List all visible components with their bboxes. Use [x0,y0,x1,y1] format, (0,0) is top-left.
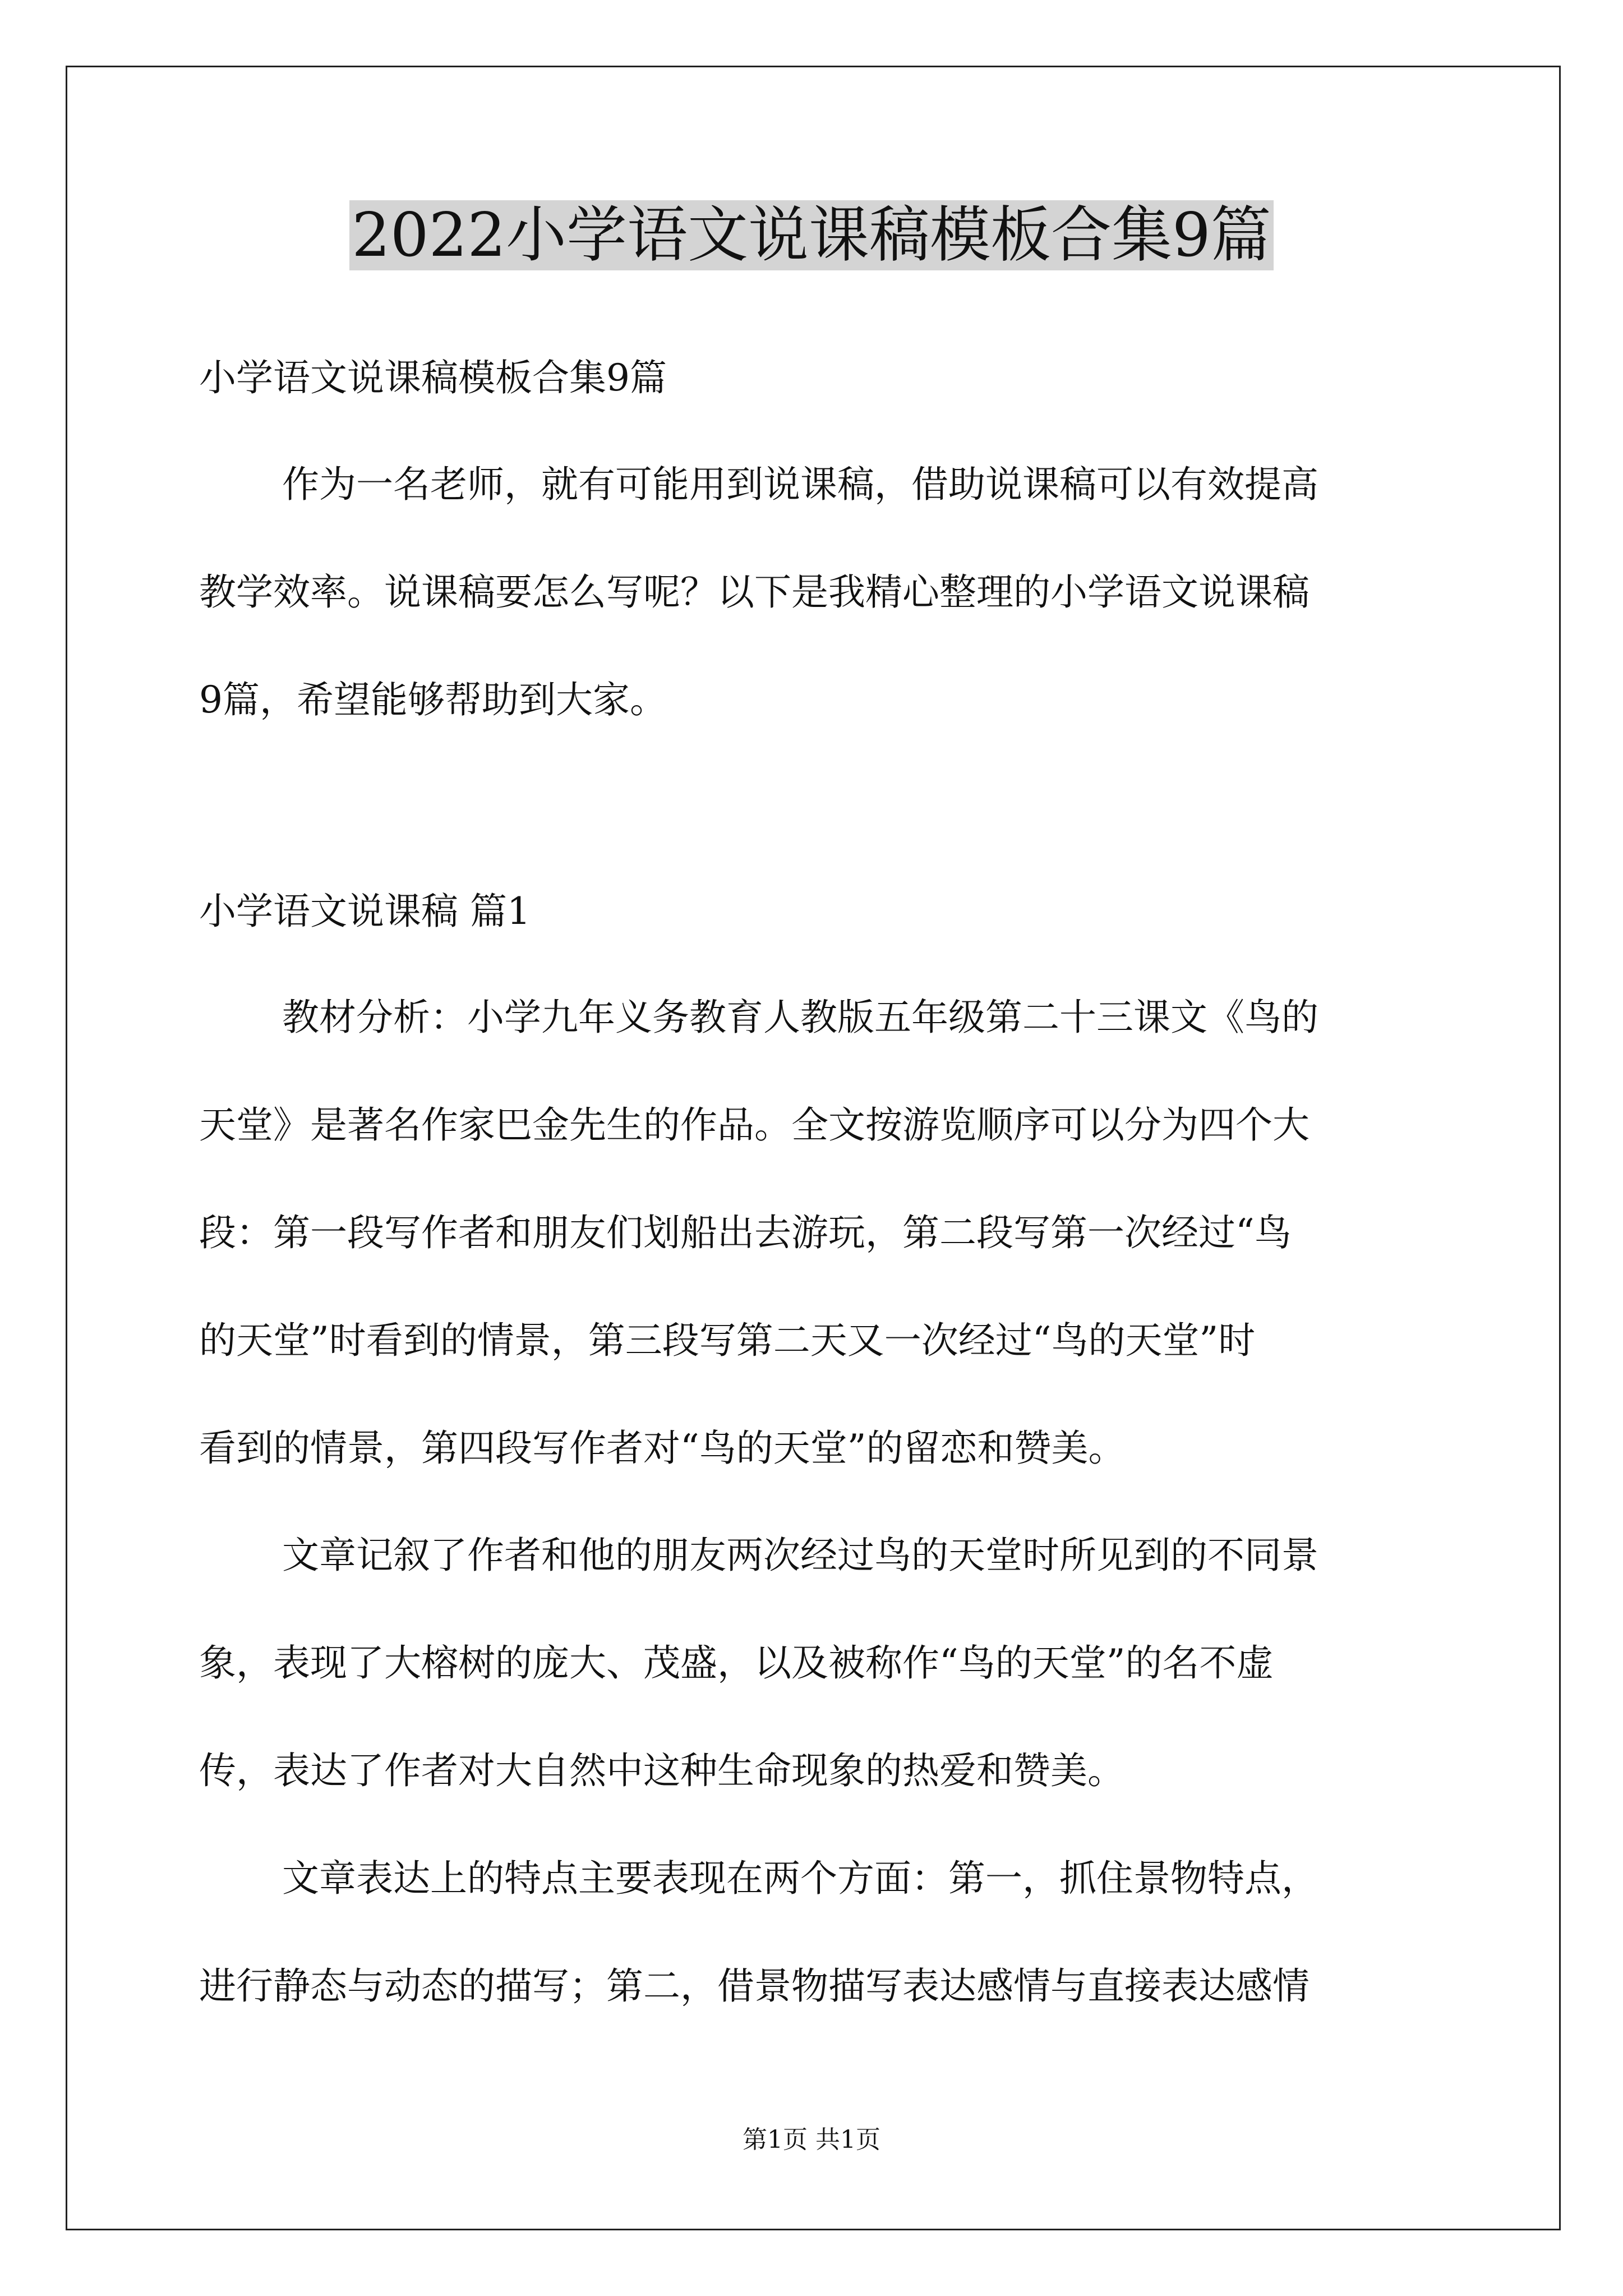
section-line-5: 看到的情景，第四段写作者对“鸟的天堂”的留恋和赞美。 [199,1427,1126,1470]
section-line-8: 传，表达了作者对大自然中这种生命现象的热爱和赞美。 [199,1749,1124,1792]
intro-line-1: 作为一名老师，就有可能用到说课稿，借助说课稿可以有效提高 [282,463,1318,506]
section-line-7: 象，表现了大榕树的庞大、茂盛，以及被称作“鸟的天堂”的名不虚 [199,1641,1274,1685]
section-heading: 小学语文说课稿 篇1 [199,890,531,933]
intro-line-3: 9篇，希望能够帮助到大家。 [199,678,667,721]
section-line-3: 段：第一段写作者和朋友们划船出去游玩，第二段写第一次经过“鸟 [199,1211,1292,1254]
section-line-2: 天堂》是著名作家巴金先生的作品。全文按游览顺序可以分为四个大 [199,1103,1310,1147]
document-title [0,196,1623,275]
section-line-4: 的天堂”时看到的情景，第三段写第二天又一次经过“鸟的天堂”时 [199,1319,1256,1362]
section-line-9: 文章表达上的特点主要表现在两个方面：第一，抓住景物特点， [282,1857,1318,1900]
section-line-1: 教材分析：小学九年义务教育人教版五年级第二十三课文《鸟的 [282,996,1318,1039]
section-line-10: 进行静态与动态的描写；第二，借景物描写表达感情与直接表达感情 [199,1964,1310,2008]
intro-line-2: 教学效率。说课稿要怎么写呢？以下是我精心整理的小学语文说课稿 [199,570,1310,614]
page-footer: 第1页 共1页 [743,2125,880,2154]
document-subtitle: 小学语文说课稿模板合集9篇 [199,356,667,399]
document-title-text: 2022小学语文说课稿模板合集9篇 [349,200,1274,270]
section-line-6: 文章记叙了作者和他的朋友两次经过鸟的天堂时所见到的不同景 [282,1534,1318,1577]
